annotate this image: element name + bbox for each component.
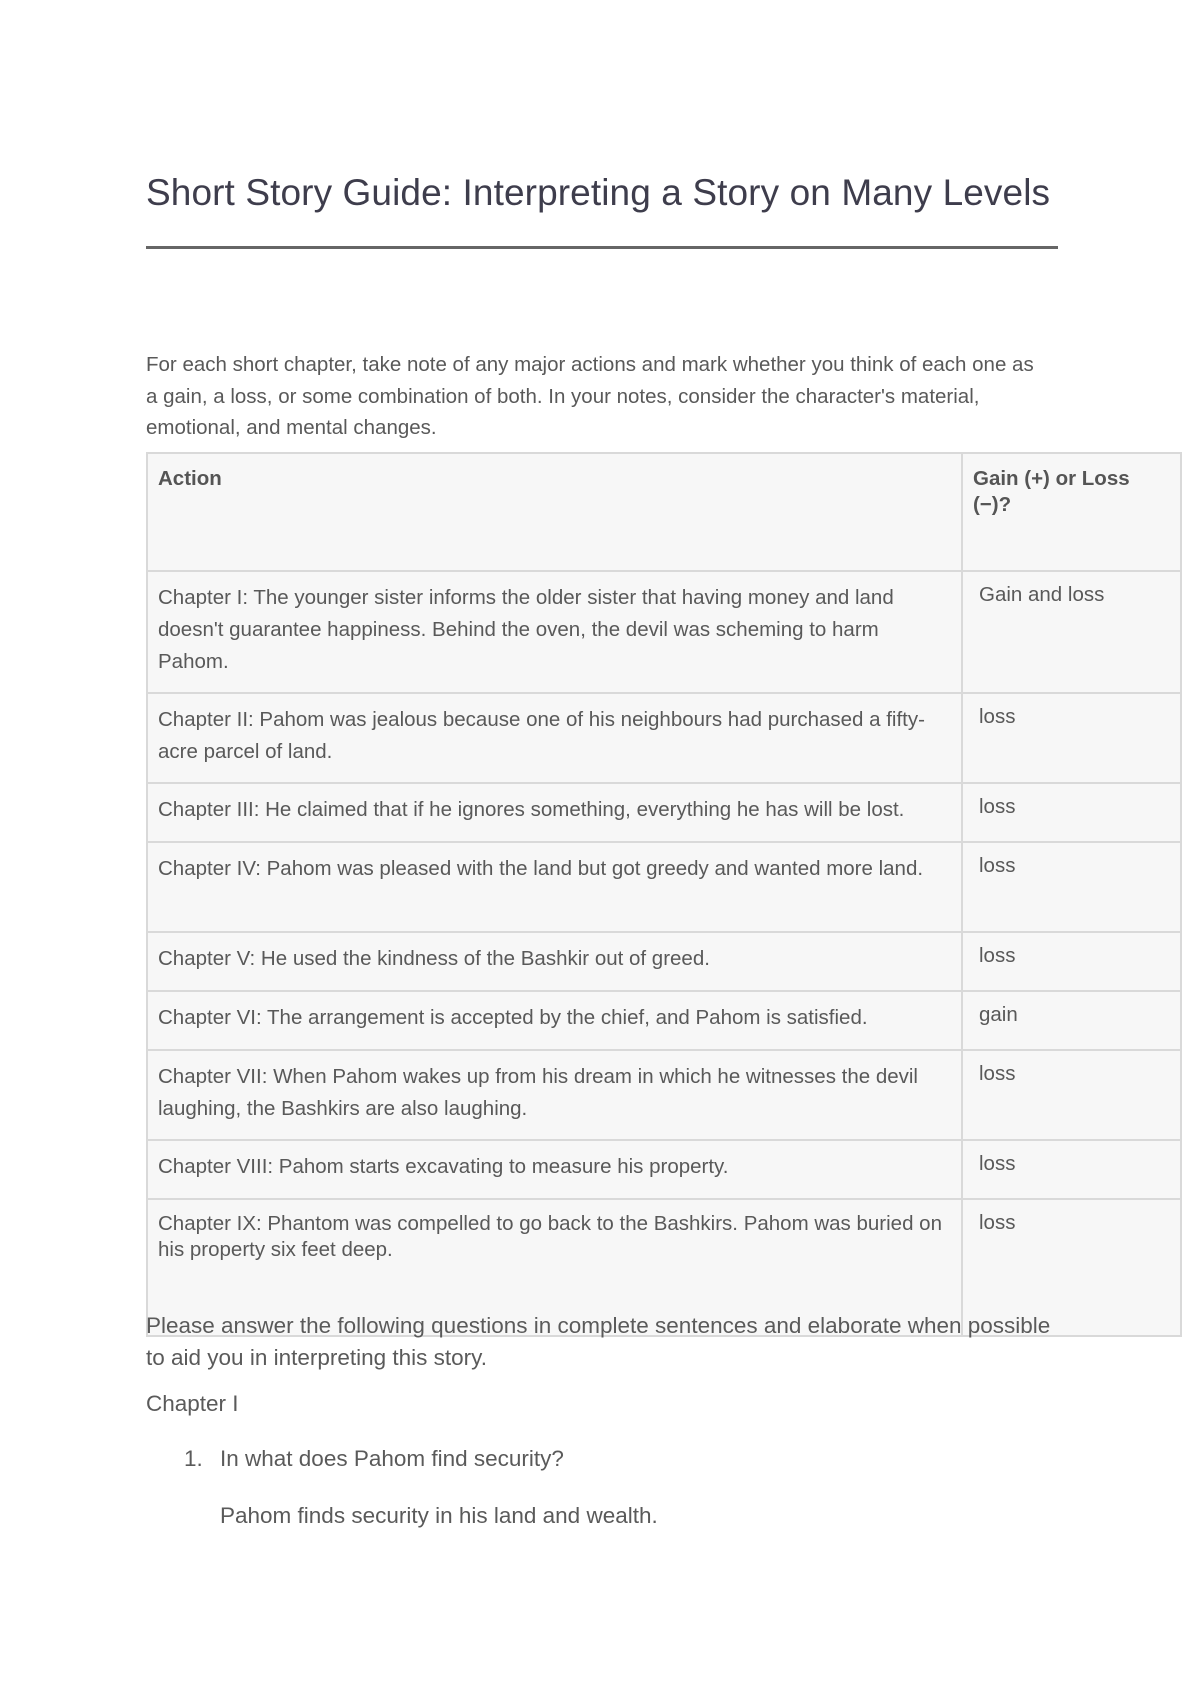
gain-loss-cell: loss	[962, 1050, 1181, 1140]
title-divider	[146, 246, 1058, 249]
action-cell: Chapter VI: The arrangement is accepted by the chief, and Pahom is satisfied.	[147, 991, 962, 1050]
gain-loss-cell: gain	[962, 991, 1181, 1050]
table-row	[147, 991, 1181, 1050]
intro-paragraph: For each short chapter, take note of any major actions and mark whether you think of each one as a gain, a loss, or some combination of both. In your notes, consider the character's material, emotional, and mental changes.	[146, 353, 1034, 439]
answer-text: Pahom finds security in his land and wealth.	[220, 1503, 658, 1528]
action-cell: Chapter I: The younger sister informs the older sister that having money and land doesn't guarantee happiness. Behind the oven, the devil was scheming to harm Pahom.	[147, 571, 962, 693]
gain-loss-column-header: Gain (+) or Loss (−)?	[962, 453, 1181, 571]
action-cell: Chapter V: He used the kindness of the Bashkir out of greed.	[147, 932, 962, 991]
question-number: 1.	[184, 1446, 203, 1471]
table-row	[147, 842, 1181, 932]
gain-loss-cell: loss	[962, 693, 1181, 783]
table-row	[147, 571, 1181, 693]
action-cell: Chapter VII: When Pahom wakes up from his dream in which he witnesses the devil laughing, the Bashkirs are also laughing.	[147, 1050, 962, 1140]
table-row	[147, 1140, 1181, 1199]
gain-loss-cell: loss	[962, 1199, 1181, 1336]
table-row	[147, 693, 1181, 783]
action-cell: Chapter IV: Pahom was pleased with the land but got greedy and wanted more land.	[147, 842, 962, 932]
question-item	[184, 1446, 564, 1472]
gain-loss-cell: loss	[962, 842, 1181, 932]
action-cell: Chapter IX: Phantom was compelled to go back to the Bashkirs. Pahom was buried on his property six feet deep.	[147, 1199, 962, 1336]
gain-loss-table	[146, 452, 1182, 1337]
question-text: In what does Pahom find security?	[220, 1446, 564, 1471]
action-cell: Chapter III: He claimed that if he ignores something, everything he has will be lost.	[147, 783, 962, 842]
gain-loss-cell: loss	[962, 932, 1181, 991]
gain-loss-cell: loss	[962, 783, 1181, 842]
table-header-row	[147, 453, 1181, 571]
gain-loss-cell: loss	[962, 1140, 1181, 1199]
action-cell: Chapter II: Pahom was jealous because one of his neighbours had purchased a fifty-acre parcel of land.	[147, 693, 962, 783]
table-row	[147, 1050, 1181, 1140]
action-cell: Chapter VIII: Pahom starts excavating to measure his property.	[147, 1140, 962, 1199]
section-heading: Chapter I	[146, 1391, 239, 1416]
table-row	[147, 932, 1181, 991]
questions-intro-paragraph: Please answer the following questions in complete sentences and elaborate when possible to aid you in interpreting this story.	[146, 1313, 1051, 1370]
table-row	[147, 783, 1181, 842]
gain-loss-cell: Gain and loss	[962, 571, 1181, 693]
action-column-header: Action	[147, 453, 962, 571]
page-title: Short Story Guide: Interpreting a Story on Many Levels	[146, 172, 1051, 213]
